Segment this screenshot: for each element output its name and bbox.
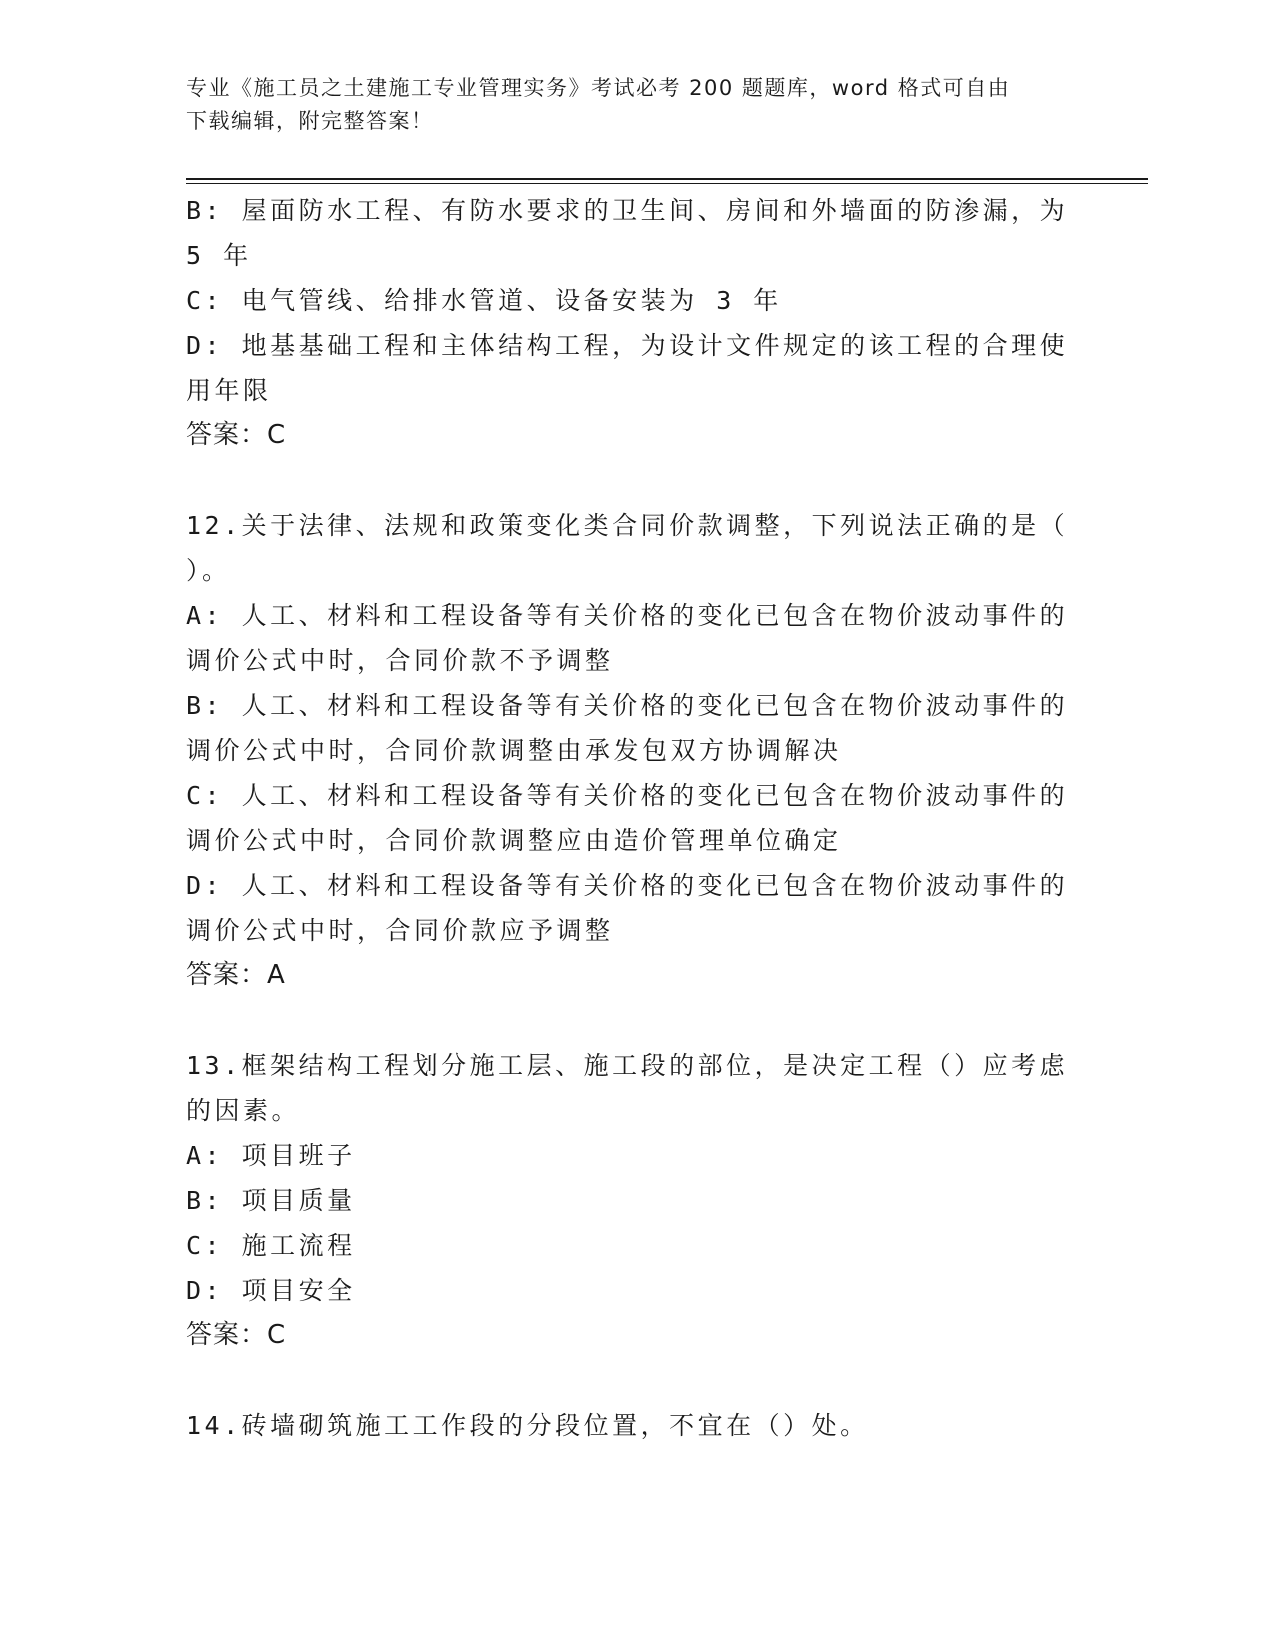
answer: 答案：A [186, 960, 286, 990]
question-stem-line-1: 12.关于法律、法规和政策变化类合同价款调整，下列说法正确的是（ [186, 511, 1069, 540]
question-stem-line-2: ）。 [186, 556, 231, 585]
question-stem-line-2: 的因素。 [186, 1096, 301, 1125]
option-a: A: 项目班子 [186, 1141, 356, 1170]
option-b-line-2: 调价公式中时，合同价款调整由承发包双方协调解决 [186, 736, 842, 765]
spacer [186, 1358, 1066, 1403]
option-c-line-1: C: 人工、材料和工程设备等有关价格的变化已包含在物价波动事件的 [186, 781, 1069, 810]
header-rule-thin [186, 183, 1148, 184]
question-stem: 14.砖墙砌筑施工工作段的分段位置，不宜在（）处。 [186, 1411, 869, 1440]
question-13 [186, 1043, 1069, 1358]
option-c: C: 电气管线、给排水管道、设备安装为 3 年 [186, 286, 782, 315]
option-b-line-2: 5 年 [186, 241, 252, 270]
answer: 答案：C [186, 420, 287, 450]
option-b-line-1: B: 人工、材料和工程设备等有关价格的变化已包含在物价波动事件的 [186, 691, 1069, 720]
option-c: C: 施工流程 [186, 1231, 356, 1260]
answer: 答案：C [186, 1320, 287, 1350]
header-line-1: 专业《施工员之土建施工专业管理实务》考试必考 200 题题库，word 格式可自由 [186, 76, 1011, 100]
question-stem-line-1: 13.框架结构工程划分施工层、施工段的部位，是决定工程（）应考虑 [186, 1051, 1069, 1080]
question-14 [186, 1403, 1066, 1448]
document-body [186, 188, 1069, 1448]
question-12 [186, 503, 1069, 998]
option-a-line-2: 调价公式中时，合同价款不予调整 [186, 646, 614, 675]
question-11-tail [186, 188, 1069, 458]
spacer [186, 458, 1066, 503]
option-d-line-2: 用年限 [186, 376, 272, 405]
option-b: B: 项目质量 [186, 1186, 356, 1215]
option-d-line-2: 调价公式中时，合同价款应予调整 [186, 916, 614, 945]
option-d-line-1: D: 地基基础工程和主体结构工程，为设计文件规定的该工程的合理使 [186, 331, 1069, 360]
option-b-line-1: B: 屋面防水工程、有防水要求的卫生间、房间和外墙面的防渗漏，为 [186, 196, 1069, 225]
option-c-line-2: 调价公式中时，合同价款调整应由造价管理单位确定 [186, 826, 842, 855]
document-header [186, 72, 1066, 138]
header-line-2: 下载编辑，附完整答案！ [186, 109, 434, 133]
option-d-line-1: D: 人工、材料和工程设备等有关价格的变化已包含在物价波动事件的 [186, 871, 1069, 900]
option-a-line-1: A: 人工、材料和工程设备等有关价格的变化已包含在物价波动事件的 [186, 601, 1069, 630]
header-rule-thick [186, 178, 1148, 180]
option-d: D: 项目安全 [186, 1276, 356, 1305]
spacer [186, 998, 1066, 1043]
